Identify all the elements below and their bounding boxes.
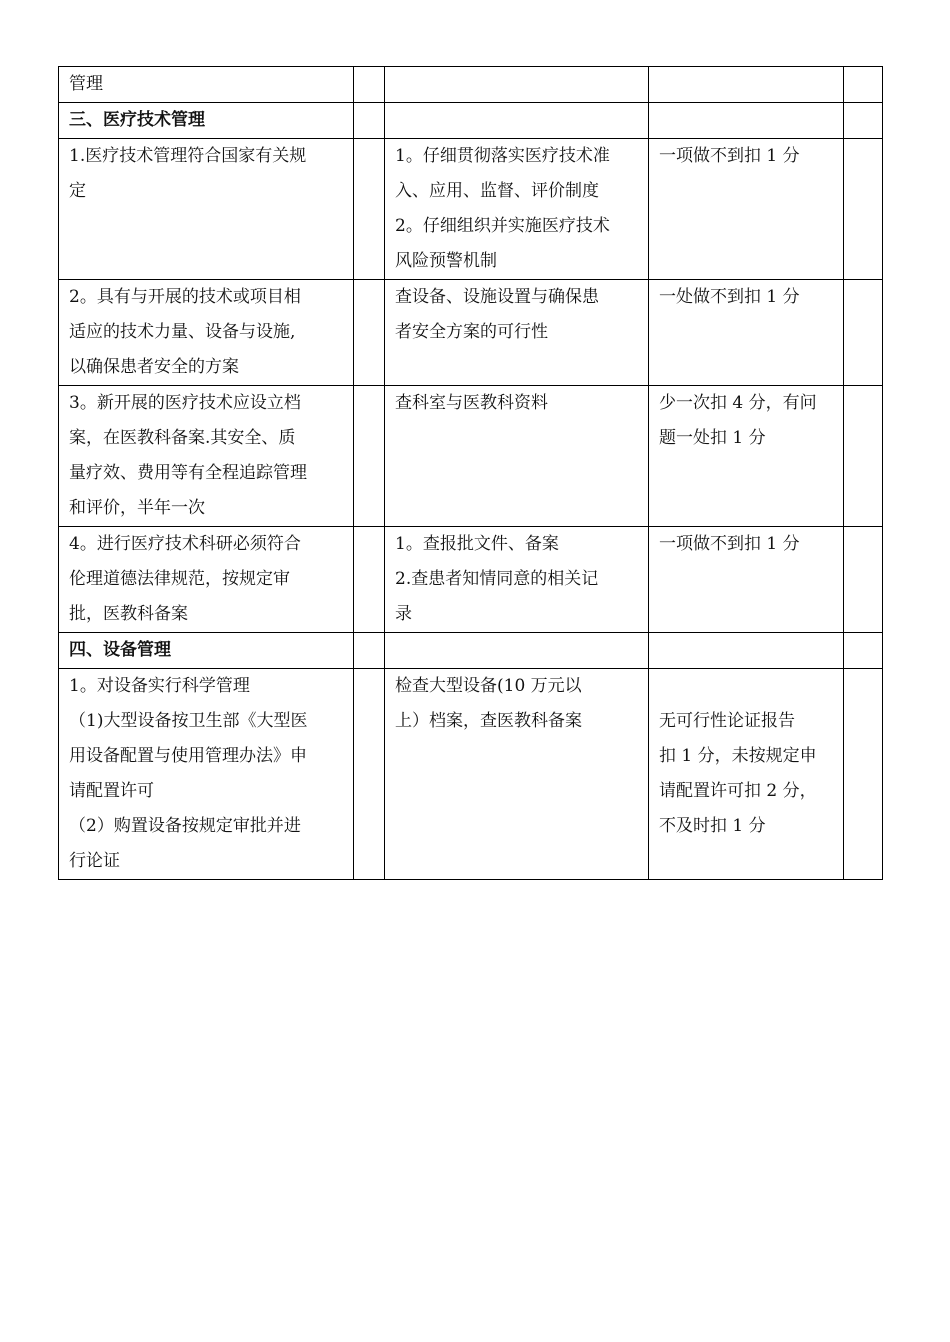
requirement-cell <box>59 280 354 386</box>
method-cell <box>385 633 649 669</box>
scoring-cell-line: 题一处扣 1 分 <box>659 428 766 448</box>
requirement-cell-line: 量疗效、费用等有全程追踪管理 <box>69 463 307 483</box>
requirement-cell <box>59 527 354 633</box>
requirement-cell-line: 1.医疗技术管理符合国家有关规 <box>69 146 307 166</box>
score-cell <box>354 139 385 280</box>
table-row <box>59 527 883 633</box>
requirement-cell-line: 案，在医教科备案.其安全、质 <box>69 428 296 448</box>
method-cell <box>385 386 649 527</box>
method-cell-line: 者安全方案的可行性 <box>395 322 548 342</box>
score-cell <box>354 527 385 633</box>
requirement-cell-line: 2。具有与开展的技术或项目相 <box>69 287 301 307</box>
deduction-cell <box>844 280 883 386</box>
score-cell <box>354 280 385 386</box>
method-cell-line: 检查大型设备(10 万元以 <box>395 676 582 696</box>
deduction-cell <box>844 103 883 139</box>
scoring-cell <box>649 527 844 633</box>
method-cell <box>385 139 649 280</box>
method-cell <box>385 103 649 139</box>
requirement-cell-line: 适应的技术力量、设备与设施, <box>69 322 296 342</box>
deduction-cell <box>844 386 883 527</box>
table-row <box>59 67 883 103</box>
score-cell <box>354 633 385 669</box>
scoring-cell <box>649 280 844 386</box>
method-cell <box>385 67 649 103</box>
method-cell-line: 入、应用、监督、评价制度 <box>395 181 599 201</box>
scoring-cell-line: 一项做不到扣 1 分 <box>659 534 800 554</box>
requirement-cell <box>59 669 354 880</box>
requirement-cell-line: 批，医教科备案 <box>69 604 188 624</box>
scoring-cell-line: 请配置许可扣 2 分， <box>659 781 817 801</box>
method-cell-line: 2。仔细组织并实施医疗技术 <box>395 216 610 236</box>
scoring-cell-line: 不及时扣 1 分 <box>659 816 766 836</box>
requirement-cell <box>59 386 354 527</box>
requirement-cell-line: 以确保患者安全的方案 <box>69 357 239 377</box>
requirement-cell <box>59 67 354 103</box>
deduction-cell <box>844 67 883 103</box>
score-cell <box>354 103 385 139</box>
method-cell <box>385 280 649 386</box>
scoring-cell <box>649 139 844 280</box>
requirement-cell-line: 伦理道德法律规范，按规定审 <box>69 569 290 589</box>
requirement-cell-line: （2）购置设备按规定审批并进 <box>69 816 301 836</box>
requirement-cell-line: 用设备配置与使用管理办法》申 <box>69 746 307 766</box>
requirement-cell-line: 3。新开展的医疗技术应设立档 <box>69 393 301 413</box>
requirement-cell-line: （1)大型设备按卫生部《大型医 <box>69 711 308 731</box>
method-cell-line: 2.查患者知情同意的相关记 <box>395 569 599 589</box>
section-row <box>59 103 883 139</box>
method-cell <box>385 669 649 880</box>
section-title: 四、设备管理 <box>59 633 354 669</box>
scoring-cell <box>649 386 844 527</box>
score-cell <box>354 386 385 527</box>
method-cell-line: 查科室与医教科资料 <box>395 393 548 413</box>
requirement-cell-line: 1。对设备实行科学管理 <box>69 676 250 696</box>
method-cell-line: 1。仔细贯彻落实医疗技术准 <box>395 146 610 166</box>
requirement-cell-line: 行论证 <box>69 851 120 871</box>
scoring-cell <box>649 103 844 139</box>
scoring-cell-line: 一处做不到扣 1 分 <box>659 287 800 307</box>
method-cell-line: 查设备、设施设置与确保患 <box>395 287 599 307</box>
method-cell <box>385 527 649 633</box>
scoring-cell-line: 少一次扣 4 分，有问 <box>659 393 817 413</box>
table-row <box>59 280 883 386</box>
requirement-cell <box>59 139 354 280</box>
requirement-cell-line: 管理 <box>69 74 103 94</box>
table-row <box>59 386 883 527</box>
section-row <box>59 633 883 669</box>
requirement-cell-line: 4。进行医疗技术科研必须符合 <box>69 534 301 554</box>
method-cell-line: 1。查报批文件、备案 <box>395 534 559 554</box>
requirement-cell-line: 定 <box>69 181 86 201</box>
deduction-cell <box>844 633 883 669</box>
table-row <box>59 139 883 280</box>
table-row <box>59 669 883 880</box>
score-cell <box>354 67 385 103</box>
deduction-cell <box>844 669 883 880</box>
scoring-cell-line: 一项做不到扣 1 分 <box>659 146 800 166</box>
method-cell-line: 录 <box>395 604 412 624</box>
scoring-cell <box>649 633 844 669</box>
section-title: 三、医疗技术管理 <box>59 103 354 139</box>
table-body <box>59 67 883 880</box>
deduction-cell <box>844 527 883 633</box>
requirement-cell-line: 和评价，半年一次 <box>69 498 205 518</box>
deduction-cell <box>844 139 883 280</box>
scoring-cell-line: 无可行性论证报告 <box>659 711 795 731</box>
scoring-cell-line: 扣 1 分，未按规定申 <box>659 746 817 766</box>
score-cell <box>354 669 385 880</box>
scoring-cell <box>649 67 844 103</box>
assessment-table <box>58 66 883 880</box>
method-cell-line: 上）档案，查医教科备案 <box>395 711 582 731</box>
scoring-cell <box>649 669 844 880</box>
method-cell-line: 风险预警机制 <box>395 251 497 271</box>
requirement-cell-line: 请配置许可 <box>69 781 154 801</box>
